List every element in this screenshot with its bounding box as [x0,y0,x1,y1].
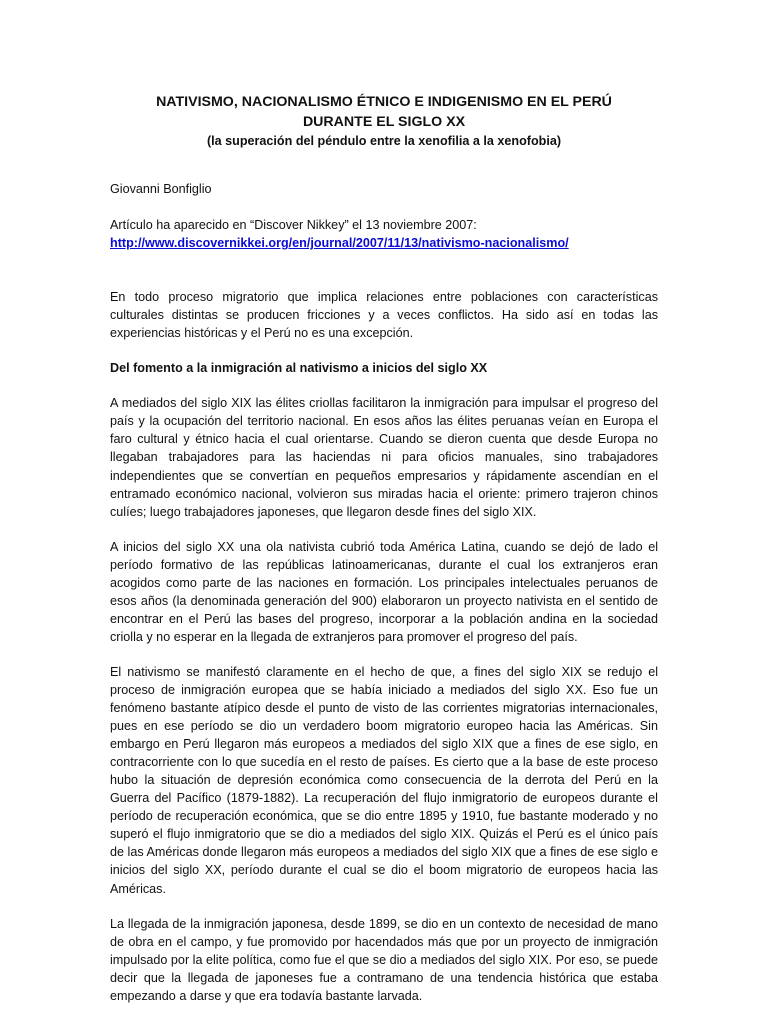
title-line-1: NATIVISMO, NACIONALISMO ÉTNICO E INDIGENISMO EN EL PERÚ [156,94,612,110]
document-subtitle: (la superación del péndulo entre la xenofilia a la xenofobia) [206,134,562,148]
author-name: Giovanni Bonfiglio [110,182,212,196]
body-paragraph-2: A inicios del siglo XX una ola nativista cubrió toda América Latina, cuando se dejó de lado el período formativo de las repúblicas latinoamericanas, durante el cual los extranjeros eran acogidos como parte de las naciones en formación. Los principales intelectuales peruanos de esos años (la denominada generación del 900) elaboraron un proyecto nativista en el sentido de encontrar en el Perú las bases del progreso, incorporar a la población andina en la sociedad criolla y no esperar en la llegada de extranjeros para promover el progreso del país. [110,539,658,644]
body-paragraph-1: A mediados del siglo XIX las élites criollas facilitaron la inmigración para impulsar el progreso del país y la ocupación del territorio nacional. En esos años las élites peruanas veían en Europa el faro cultural y étnico hacia el cual orientarse. Cuando se dieron cuenta que desde Europa no llegaban trabajadores para las haciendas ni para oficios manuales, sino trabajadores independientes que se convertían en pequeños empresarios y rápidamente ascendían en el entramado económico nacional, volvieron sus miradas hacia el oriente: primero trajeron chinos culíes; luego trabajadores japoneses, que llegaron desde fines del siglo XIX. [110,396,658,519]
body-paragraph-4: La llegada de la inmigración japonesa, desde 1899, se dio en un contexto de necesidad de mano de obra en el campo, y fue promovido por hacendados más que por un proyecto de inmigración impulsado por la elite política, como fue el que se dio a mediados del siglo XIX. Por eso, se puede decir que la llegada de japoneses fue a contramano de una tendencia histórica que estaba empezando a darse y que era todavía bastante larvada. [110,916,658,1003]
body-paragraph-3: El nativismo se manifestó claramente en el hecho de que, a fines del siglo XIX se redujo el proceso de inmigración europea que se había iniciado a mediados del siglo XX. Eso fue un fenómeno bastante atípico desde el punto de visto de las corrientes migratorias internacionales, pues en ese período se dio un verdadero boom migratorio europeo hacia las Américas. Sin embargo en Perú llegaron más europeos a mediados del siglo XIX que a fines de ese siglo, en contracorriente con lo que sucedía en el resto de países. Es cierto que a la base de este proceso hubo la situación de depresión económica como consecuencia de la derrota del Perú en la Guerra del Pacífico (1879-1882). La recuperación del flujo inmigratorio de europeos durante el período de recuperación económica, que se dio entre 1895 y 1910, fue bastante moderado y no superó el flujo inmigratorio que se dio a mediados del siglo XIX. Quizás el Perú es el único país de las Américas donde llegaron más europeos a mediados del siglo XIX que a fines de ese siglo e inicios del siglo XX, período durante el cual se dio el boom migratorio de europeos hacia las Américas. [110,664,658,896]
document-page [110,92,658,1022]
title-line-2: DURANTE EL SIGLO XX [302,114,466,130]
source-note [110,216,658,252]
source-link[interactable]: http://www.discovernikkei.org/en/journal/2007/11/13/nativismo-nacionalismo/ [110,236,569,251]
source-text: Artículo ha aparecido en “Discover Nikkey” el 13 noviembre 2007: [110,218,477,233]
section-heading: Del fomento a la inmigración al nativismo a inicios del siglo XX [110,361,488,376]
document-title [110,92,658,132]
intro-paragraph: En todo proceso migratorio que implica relaciones entre poblaciones con características culturales distintas se producen fricciones y a veces conflictos. Ha sido así en todas las experiencias históricas y el Perú no es una excepción. [110,290,658,341]
